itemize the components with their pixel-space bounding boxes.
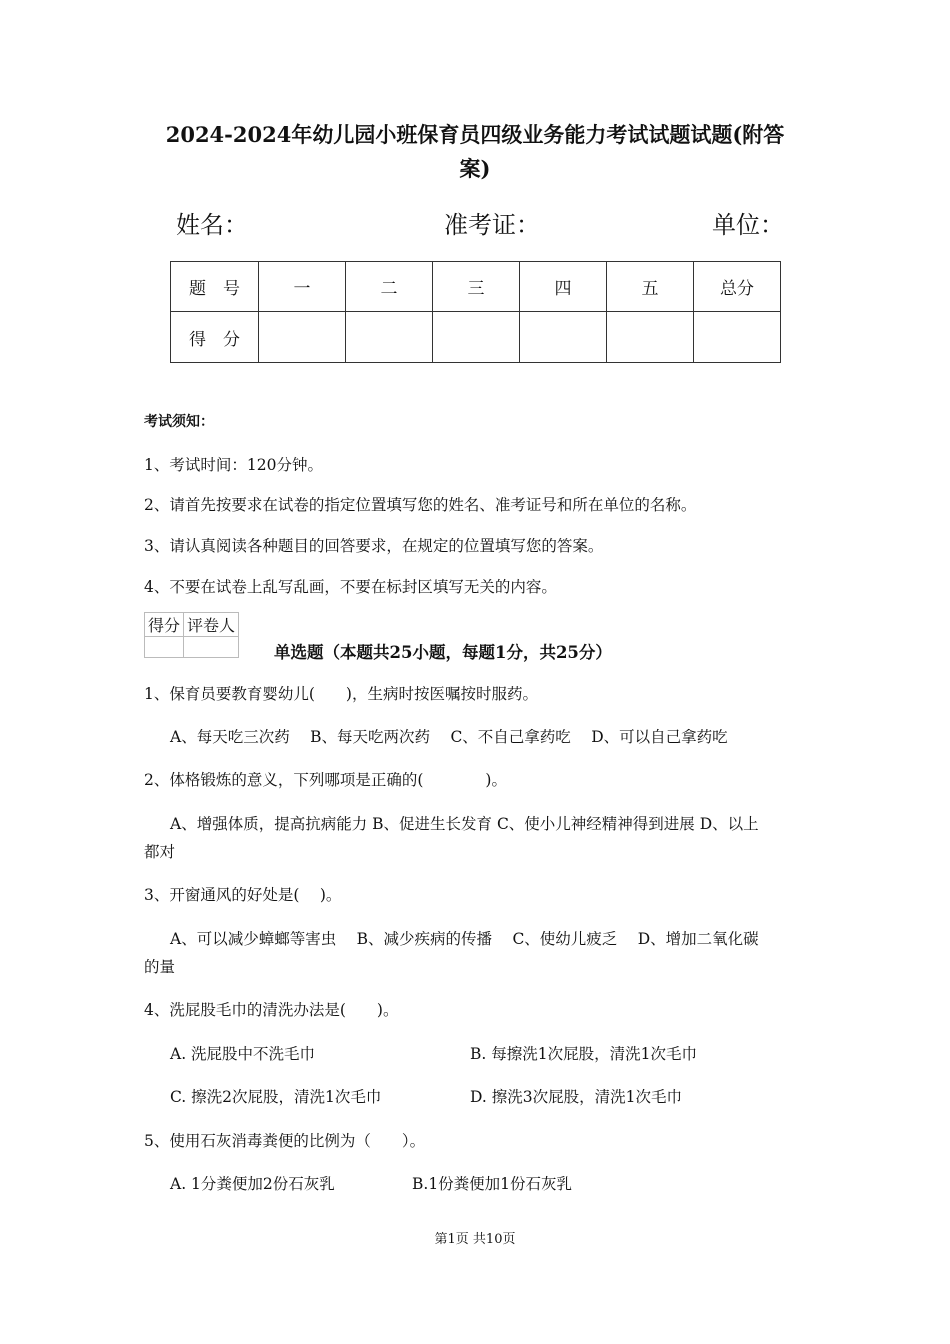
question-1-stem: 1、保育员要教育婴幼儿( )，生病时按医嘱按时服药。: [144, 685, 538, 703]
question-4-option-a: A. 洗屁股中不洗毛巾: [170, 1045, 316, 1063]
score-table-score-row: [171, 312, 781, 363]
question-2-options-cont: 都对: [144, 843, 176, 861]
score-table-header-cell: 三: [433, 262, 520, 312]
score-table-header-row: [171, 262, 781, 312]
question-5-option-b: B.1份粪便加1份石灰乳: [412, 1175, 573, 1193]
notice-item: 1、考试时间：120分钟。: [144, 456, 323, 474]
notice-item: 3、请认真阅读各种题目的回答要求，在规定的位置填写您的答案。: [144, 537, 604, 555]
score-table: [170, 261, 781, 363]
score-input-cell[interactable]: [694, 312, 781, 363]
score-input-cell[interactable]: [259, 312, 346, 363]
score-input-cell[interactable]: [520, 312, 607, 363]
question-2-options: A、增强体质，提高抗病能力 B、促进生长发育 C、使小儿神经精神得到进展 D、以上: [170, 815, 759, 833]
question-4-stem: 4、洗屁股毛巾的清洗办法是( )。: [144, 1001, 399, 1019]
question-3-options: A、可以减少蟑螂等害虫 B、减少疾病的传播 C、使幼儿疲乏 D、增加二氧化碳: [170, 930, 759, 948]
question-3-stem: 3、开窗通风的好处是( )。: [144, 886, 342, 904]
grader-score-label: 得分: [145, 613, 184, 637]
question-4-option-b: B. 每擦洗1次屁股，清洗1次毛巾: [470, 1045, 697, 1063]
score-table-header-cell: 一: [259, 262, 346, 312]
grader-score-cell[interactable]: [145, 637, 184, 658]
question-5-stem: 5、使用石灰消毒粪便的比例为（ ）。: [144, 1132, 426, 1150]
question-4-option-c: C. 擦洗2次屁股，清洗1次毛巾: [170, 1088, 382, 1106]
unit-field-label: 单位：: [712, 211, 784, 239]
page-title-line2: 案): [459, 156, 491, 181]
grader-name-label: 评卷人: [184, 613, 239, 637]
notice-item: 2、请首先按要求在试卷的指定位置填写您的姓名、准考证号和所在单位的名称。: [144, 496, 697, 514]
page-footer: 第1页 共10页: [434, 1232, 516, 1247]
question-5-option-a: A. 1分粪便加2份石灰乳: [170, 1175, 335, 1193]
score-table-header-cell: 四: [520, 262, 607, 312]
section-title: 单选题（本题共25小题，每题1分，共25分）: [274, 643, 612, 662]
score-table-header-cell: 二: [346, 262, 433, 312]
score-input-cell[interactable]: [607, 312, 694, 363]
score-table-header-cell: 五: [607, 262, 694, 312]
notice-heading: 考试须知：: [144, 414, 214, 430]
question-1-options: A、每天吃三次药 B、每天吃两次药 C、不自己拿药吃 D、可以自己拿药吃: [170, 728, 728, 746]
name-field-label: 姓名：: [176, 211, 248, 239]
exam-id-field-label: 准考证：: [444, 211, 540, 239]
score-input-cell[interactable]: [433, 312, 520, 363]
notice-item: 4、不要在试卷上乱写乱画，不要在标封区填写无关的内容。: [144, 578, 557, 596]
score-table-header-cell: 总分: [694, 262, 781, 312]
question-3-options-cont: 的量: [144, 958, 176, 976]
question-2-stem: 2、体格锻炼的意义，下列哪项是正确的( )。: [144, 771, 507, 789]
score-input-cell[interactable]: [346, 312, 433, 363]
score-table-row-label: 得 分: [171, 312, 259, 363]
grader-name-cell[interactable]: [184, 637, 239, 658]
score-table-header-cell: 题 号: [171, 262, 259, 312]
question-4-option-d: D. 擦洗3次屁股，清洗1次毛巾: [470, 1088, 682, 1106]
grader-box: [144, 612, 239, 658]
page-title-line1: 2024-2024年幼儿园小班保育员四级业务能力考试试题试题(附答: [165, 122, 785, 147]
